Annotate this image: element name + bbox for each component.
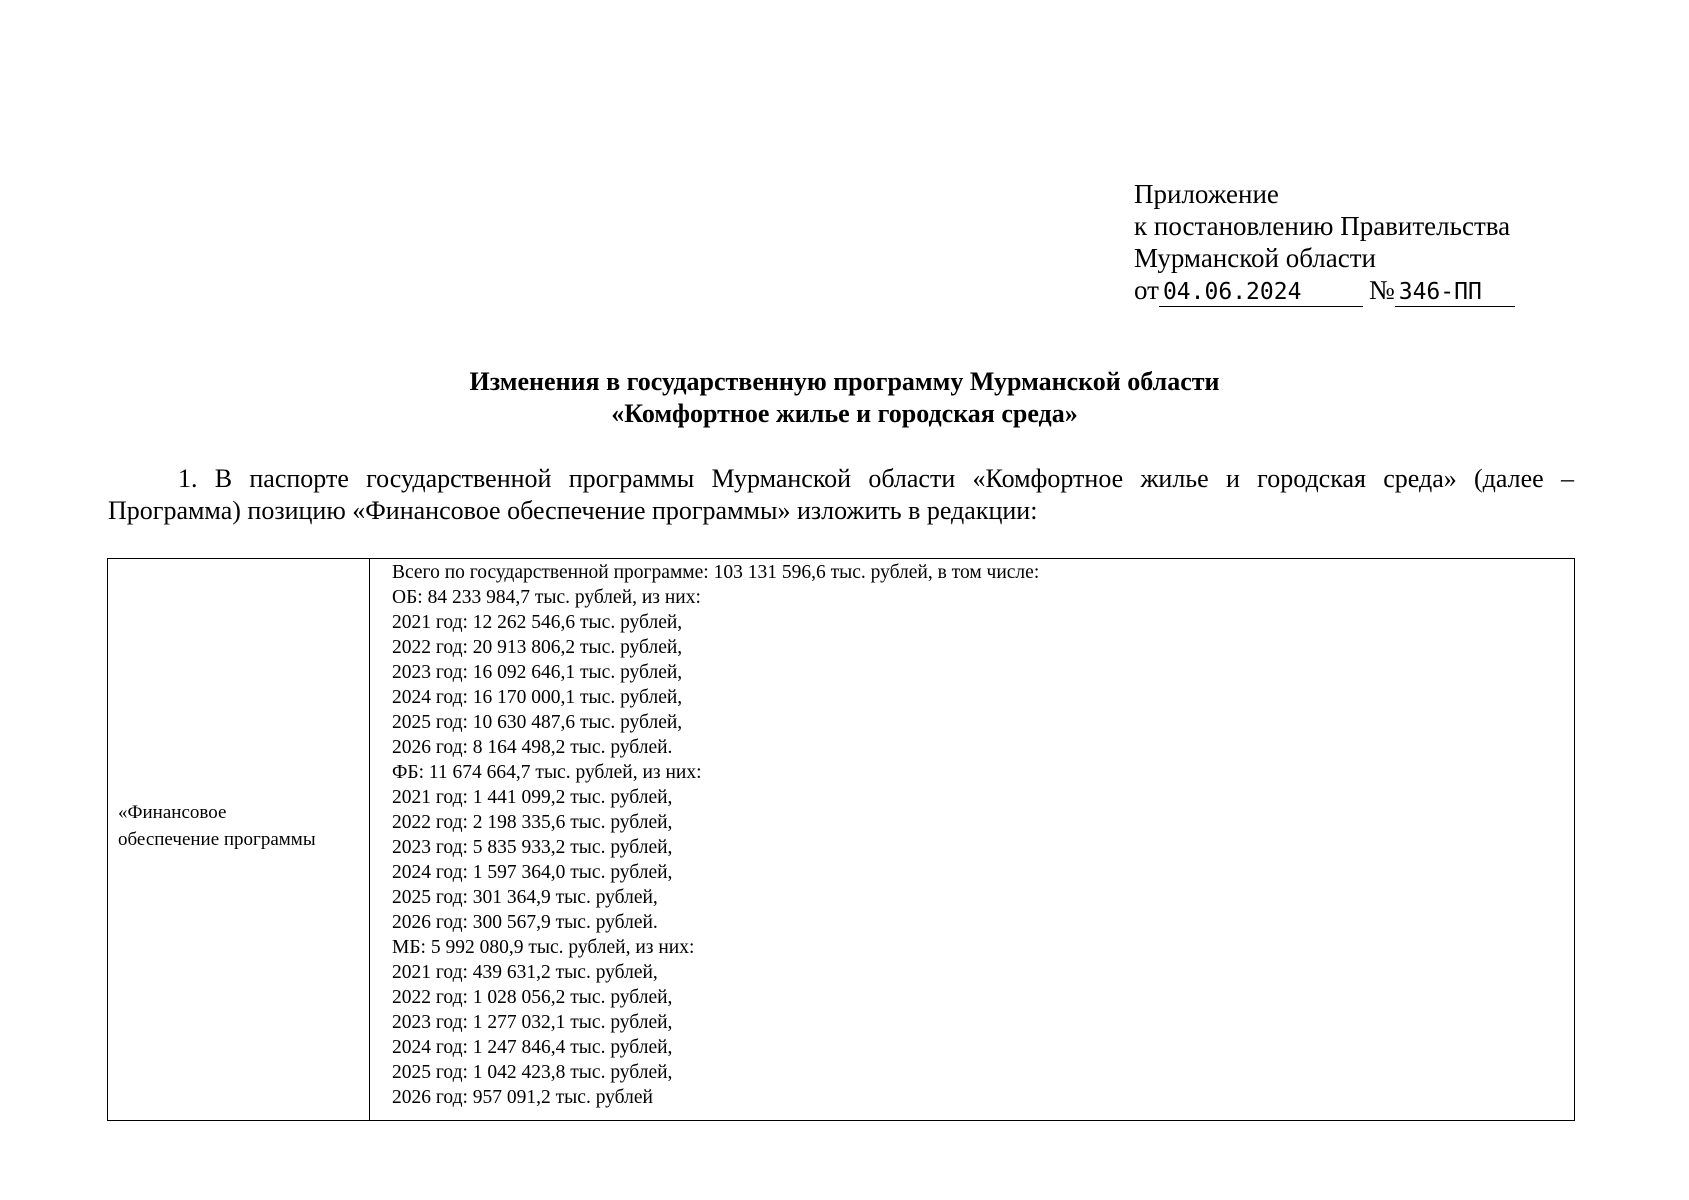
number-prefix: № <box>1368 275 1395 305</box>
table-row: 2026 год: 8 164 498,2 тыс. рублей. <box>392 737 673 758</box>
table-row: 2023 год: 16 092 646,1 тыс. рублей, <box>392 662 683 683</box>
date-prefix: от <box>1134 275 1159 305</box>
table-row: 2025 год: 1 042 423,8 тыс. рублей, <box>392 1062 673 1083</box>
financing-table <box>107 558 1575 1121</box>
appendix-reference: к постановлению Правительства <box>1134 211 1511 241</box>
title-line-2: «Комфортное жилье и городская среда» <box>611 399 1078 428</box>
table-row: 2021 год: 1 441 099,2 тыс. рублей, <box>392 787 673 808</box>
table-label <box>118 799 316 853</box>
table-row: 2023 год: 5 835 933,2 тыс. рублей, <box>392 837 673 858</box>
table-row: 2022 год: 1 028 056,2 тыс. рублей, <box>392 987 673 1008</box>
table-row: 2024 год: 1 597 364,0 тыс. рублей, <box>392 862 673 883</box>
table-label-cell <box>108 559 370 1120</box>
table-row: 2021 год: 12 262 546,6 тыс. рублей, <box>392 612 683 633</box>
table-label-line-2: обеспечение программы <box>118 829 316 850</box>
document-title <box>0 366 1689 430</box>
table-row: ОБ: 84 233 984,7 тыс. рублей, из них: <box>392 587 701 608</box>
table-row: 2022 год: 20 913 806,2 тыс. рублей, <box>392 637 683 658</box>
table-row: 2025 год: 301 364,9 тыс. рублей, <box>392 887 658 908</box>
paragraph-line-1: 1. В паспорте государственной программы Мурманской области «Комфортное жилье и городская среда» (далее – <box>178 464 1574 493</box>
appendix-header <box>1134 178 1554 307</box>
body-paragraph <box>108 463 1574 527</box>
decree-date: 04.06.2024 <box>1159 278 1363 307</box>
table-row: МБ: 5 992 080,9 тыс. рублей, из них: <box>392 937 695 958</box>
table-row: 2022 год: 2 198 335,6 тыс. рублей, <box>392 812 673 833</box>
appendix-date-number <box>1134 274 1554 307</box>
appendix-title: Приложение <box>1134 179 1279 209</box>
table-value-cell <box>370 559 1574 1120</box>
table-row: 2026 год: 300 567,9 тыс. рублей. <box>392 912 658 933</box>
appendix-region: Мурманской области <box>1134 243 1376 273</box>
decree-number: 346-ПП <box>1395 278 1515 307</box>
title-line-1: Изменения в государственную программу Мурманской области <box>469 367 1220 396</box>
table-row: Всего по государственной программе: 103 131 596,6 тыс. рублей, в том числе: <box>392 562 1040 583</box>
table-row: 2026 год: 957 091,2 тыс. рублей <box>392 1087 653 1108</box>
table-row: 2024 год: 1 247 846,4 тыс. рублей, <box>392 1037 673 1058</box>
table-row: ФБ: 11 674 664,7 тыс. рублей, из них: <box>392 762 702 783</box>
table-row: 2024 год: 16 170 000,1 тыс. рублей, <box>392 687 683 708</box>
table-row: 2021 год: 439 631,2 тыс. рублей, <box>392 962 658 983</box>
table-label-line-1: «Финансовое <box>118 802 227 823</box>
paragraph-line-2: Программа) позицию «Финансовое обеспечение программы» изложить в редакции: <box>108 496 1038 525</box>
table-row: 2025 год: 10 630 487,6 тыс. рублей, <box>392 712 683 733</box>
table-row: 2023 год: 1 277 032,1 тыс. рублей, <box>392 1012 673 1033</box>
